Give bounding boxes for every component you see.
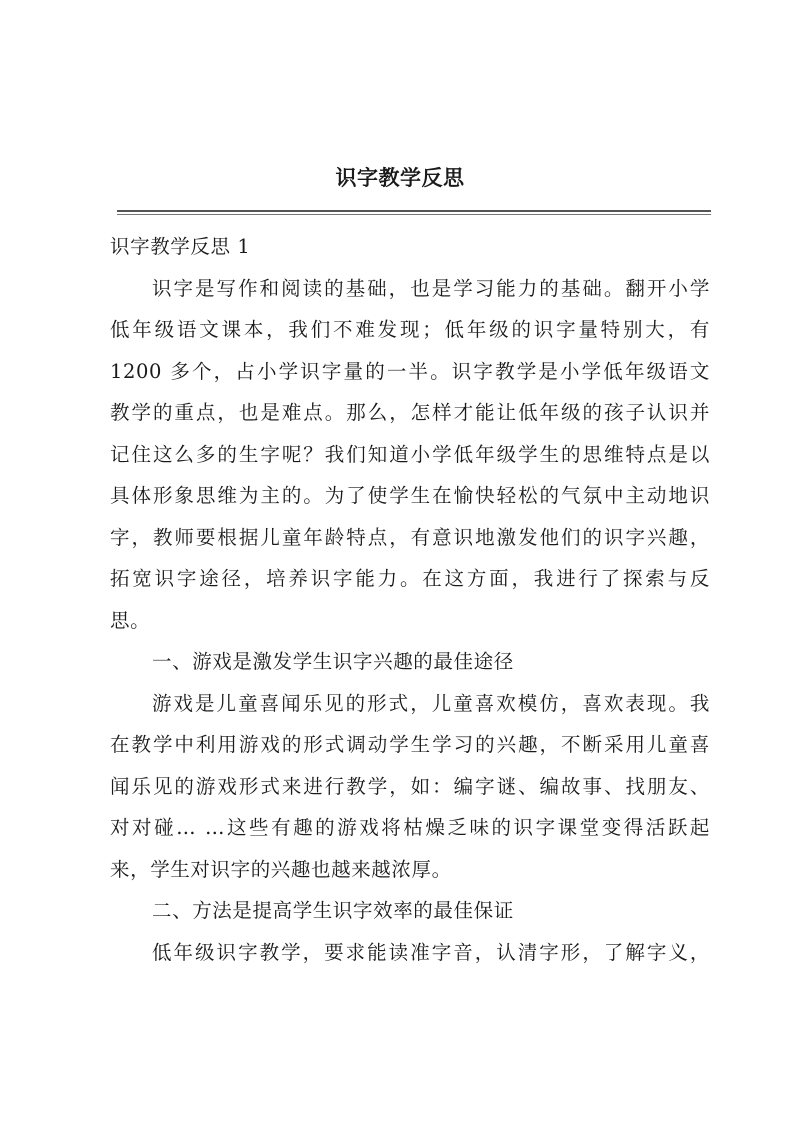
section-heading: 识字教学反思 1 <box>110 235 251 258</box>
paragraph-line: 游戏是儿童喜闻乐见的形式，儿童喜欢模仿，喜欢表现。我 <box>152 691 710 715</box>
paragraph-line: 低年级识字教学，要求能读准字音，认清字形，了解字义， <box>152 940 710 964</box>
paragraph-line: 教学的重点，也是难点。那么，怎样才能让低年级的孩子认识并 <box>110 401 710 424</box>
document-body <box>110 226 710 973</box>
paragraph-line: 字，教师要根据儿童年龄特点，有意识地激发他们的识字兴趣， <box>110 525 710 549</box>
paragraph-line: 1200 多个，占小学识字量的一半。识字教学是小学低年级语文 <box>110 359 710 383</box>
paragraph-line: 思。 <box>110 608 151 632</box>
paragraph-line: 具体形象思维为主的。为了使学生在愉快轻松的气氛中主动地识 <box>110 484 710 507</box>
subheading: 一、游戏是激发学生识字兴趣的最佳途径 <box>152 650 514 673</box>
title-divider-thin <box>117 214 711 215</box>
title-divider <box>117 210 711 212</box>
paragraph-line: 在教学中利用游戏的形式调动学生学习的兴趣，不断采用儿童喜 <box>110 733 710 756</box>
document-title: 识字教学反思 <box>335 165 465 190</box>
paragraph-line: 识字是写作和阅读的基础，也是学习能力的基础。翻开小学 <box>152 276 710 300</box>
paragraph-line: 拓宽识字途径，培养识字能力。在这方面，我进行了探索与反 <box>110 567 710 590</box>
paragraph-line: 对对碰… …这些有趣的游戏将枯燥乏味的识字课堂变得活跃起 <box>110 816 710 839</box>
paragraph-line: 低年级语文课本，我们不难发现；低年级的识字量特别大，有 <box>110 318 710 341</box>
paragraph-line: 来，学生对识字的兴趣也越来越浓厚。 <box>110 857 452 881</box>
paragraph-line: 记住这么多的生字呢？我们知道小学低年级学生的思维特点是以 <box>110 442 710 466</box>
subheading: 二、方法是提高学生识字效率的最佳保证 <box>152 899 514 922</box>
paragraph-line: 闻乐见的游戏形式来进行教学，如：编字谜、编故事、找朋友、 <box>110 774 710 798</box>
